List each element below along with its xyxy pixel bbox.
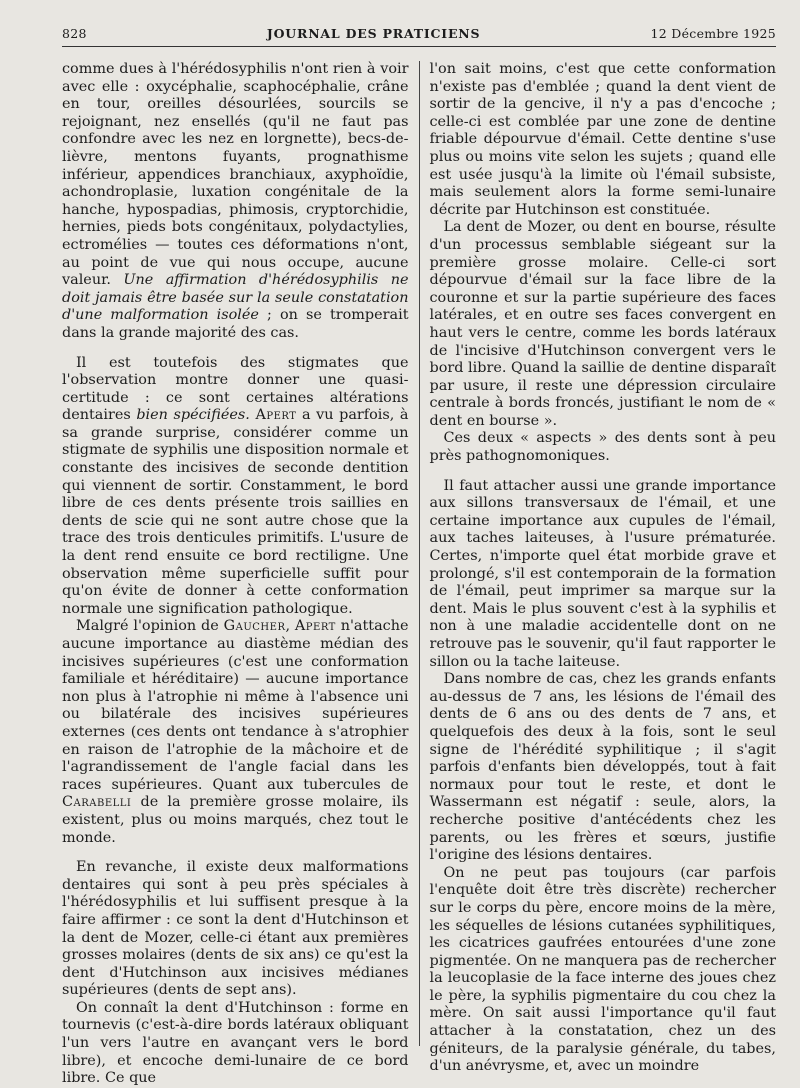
- paragraph: On ne peut pas toujours (car parfois l'enquête doit être très discrète) rechercher sur le corps du père, encore moins de la mère, les séquelles de lésions cutanées syphilitiques, les cicatrices gaufrées entourées d'une zone pigmentée. On ne manquera pas de rechercher la leucoplasie de la face interne des joues chez le père, la syphilis pigmentaire du cou chez la mère. On sait aussi l'importance qu'il faut attacher à la constatation, chez un des géniteurs, de la paralysie générale, du tabes, d'un anévrysme, et, avec un moindre: [429, 864, 776, 1075]
- journal-title: JOURNAL DES PRATICIENS: [266, 26, 481, 41]
- issue-date: 12 Décembre 1925: [650, 26, 776, 41]
- page-header: [62, 26, 776, 47]
- right-column: [421, 61, 776, 1075]
- paragraph: Il est toutefois des stigmates que l'observation montre donner une quasi-certitude : ce sont certaines altérations dentaires bien spécifiées. Apert a vu parfois, à sa grande surprise, considérer comme un stigmate de syphilis une disposition normale et constante des incisives de seconde dentition qui viennent de sortir. Constamment, le bord libre de ces dents présente trois saillies en dents de scie qui ne sont autre chose que la trace des trois denticules primitifs. L'usure de la dent rend ensuite ce bord rectiligne. Une observation même superficielle suffit pour qu'on évite de donner à cette conformation normale une signification pathologique.: [62, 354, 409, 617]
- paragraph: Malgré l'opinion de Gaucher, Apert n'attache aucune importance au diastème médian des incisives supérieures (c'est une conformation familiale et héréditaire) — aucune importance non plus à l'atrophie ni même à l'absence uni ou bilatérale des incisives supérieures externes (ces dents ont tendance à s'atrophier en raison de l'atrophie de la mâchoire et de l'agrandissement de l'angle facial dans les races supérieures. Quant aux tubercules de Carabelli de la première grosse molaire, ils existent, plus ou moins marqués, chez tout le monde.: [62, 618, 409, 846]
- paragraph: On connaît la dent d'Hutchinson : forme en tournevis (c'est-à-dire bords latéraux obliquant l'un vers l'autre en avançant vers le bord libre), et encoche demi-lunaire de ce bord libre. Ce que: [62, 999, 409, 1087]
- paragraph: l'on sait moins, c'est que cette conformation n'existe pas d'emblée ; quand la dent vient de sortir de la gencive, il n'y a pas d'encoche ; celle-ci est comblée par une zone de dentine friable dépourvue d'émail. Cette dentine s'use plus ou moins vite selon les sujets ; quand elle est usée jusqu'à la limite où l'émail subsiste, mais seulement alors la forme semi-lunaire décrite par Hutchinson est constituée.: [429, 61, 776, 218]
- column-divider: [419, 61, 420, 1046]
- paragraph: En revanche, il existe deux malformations dentaires qui sont à peu près spéciales à l'hérédosyphilis et lui suffisent presque à la faire affirmer : ce sont la dent d'Hutchinson et la dent de Mozer, celle-ci étant aux premières grosses molaires (dents de six ans) ce qu'est la dent d'Hutchinson aux incisives médianes supérieures (dents de sept ans).: [62, 859, 409, 999]
- page-number: 828: [62, 26, 87, 41]
- paragraph: La dent de Mozer, ou dent en bourse, résulte d'un processus semblable siégeant sur la première grosse molaire. Celle-ci sort dépourvue d'émail sur la face libre de la couronne et sur la partie supérieure des faces latérales, et en outre ses faces convergent en haut vers le centre, comme les bords latéraux de l'incisive d'Hutchinson convergent vers le bord libre. Quand la saillie de dentine disparaît par usure, il reste une dépression circulaire centrale à bords froncés, justifiant le nom de « dent en bourse ».: [429, 219, 776, 429]
- paragraph: comme dues à l'hérédosyphilis n'ont rien à voir avec elle : oxycéphalie, scaphocéphalie, crâne en tour, oreilles désourlées, sourcils se rejoignant, nez ensellés (qu'il ne faut pas confondre avec les nez en lorgnette), becs-de-lièvre, mentons fuyants, prognathisme inférieur, appendices branchiaux, axyphoïdie, achondroplasie, luxation congénitale de la hanche, hypospadias, phimosis, cryptorchidie, hernies, pieds bots congénitaux, polydactylies, ectromélies — toutes ces déformations n'ont, au point de vue qui nous occupe, aucune valeur. Une affirmation d'hérédosyphilis ne doit jamais être basée sur la seule constatation d'une malformation isolée ; on se tromperait dans la grande majorité des cas.: [62, 61, 409, 341]
- paragraph: Ces deux « aspects » des dents sont à peu près pathognomoniques.: [429, 430, 776, 465]
- paragraph: Il faut attacher aussi une grande importance aux sillons transversaux de l'émail, et une certaine importance aux cupules de l'émail, aux taches laiteuses, à l'usure prématurée. Certes, n'importe quel état morbide grave et prolongé, s'il est contemporain de la formation de l'émail, peut imprimer sa marque sur la dent. Mais le plus souvent c'est à la syphilis et non à une maladie accidentelle dont on ne retrouve pas le souvenir, qu'il faut rapporter le sillon ou la tache laiteuse.: [429, 477, 776, 670]
- left-column: [62, 61, 417, 1087]
- text-columns: [62, 61, 776, 1087]
- paragraph: Dans nombre de cas, chez les grands enfants au-dessus de 7 ans, les lésions de l'émail des dents de 6 ans ou des dents de 7 ans, et quelquefois des deux à la fois, sont le seul signe de l'hérédité syphilitique ; il s'agit parfois d'enfants bien développés, tout à fait normaux pour tout le reste, et dont le Wassermann est négatif : seule, alors, la recherche positive d'antécédents chez les parents, ou les frères et sœurs, justifie l'origine des lésions dentaires.: [429, 671, 776, 864]
